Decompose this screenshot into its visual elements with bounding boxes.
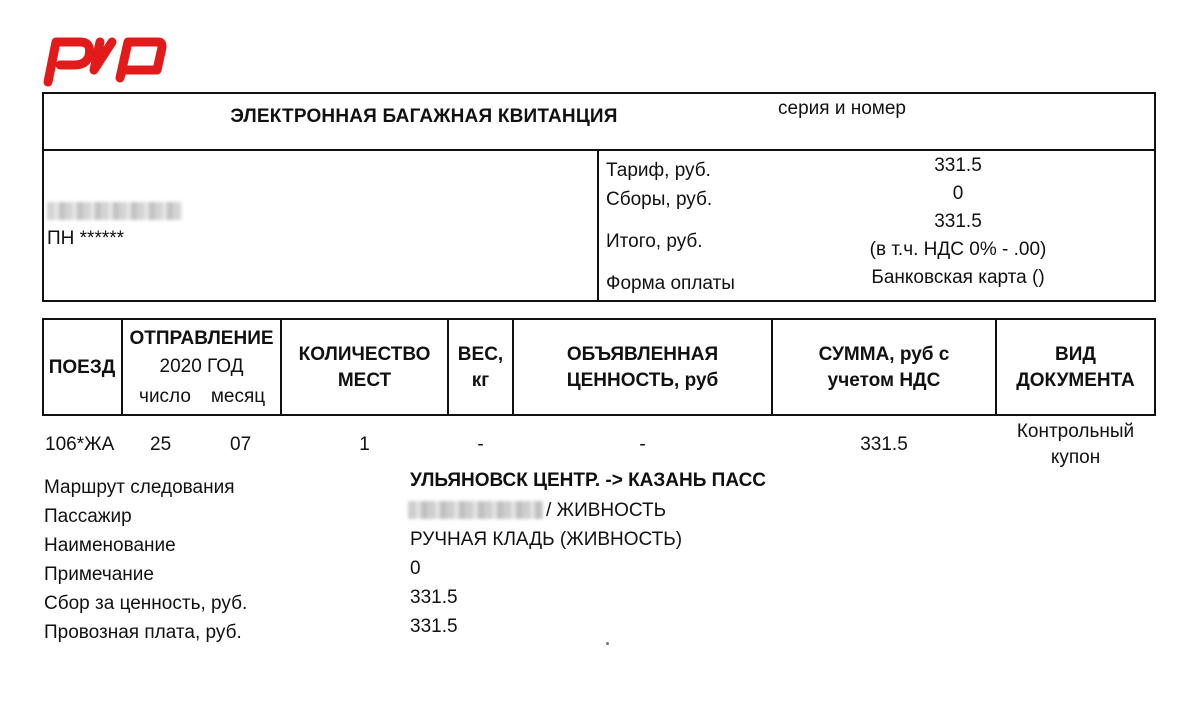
serial-number-label: серия и номер — [778, 98, 906, 119]
cell-declared: - — [639, 434, 646, 455]
total-value: 331.5 — [934, 211, 982, 232]
divider — [597, 149, 599, 302]
passenger-suffix: / ЖИВНОСТЬ — [546, 500, 667, 521]
passenger-label: Пассажир — [44, 506, 132, 527]
header-sum-1: СУММА, руб с — [818, 344, 950, 365]
cell-day: 25 — [150, 434, 172, 455]
charges-label: Сборы, руб. — [606, 189, 713, 210]
freight-label: Провозная плата, руб. — [44, 622, 242, 643]
header-quantity-2: МЕСТ — [337, 370, 392, 391]
name-value: РУЧНАЯ КЛАДЬ (ЖИВНОСТЬ) — [410, 529, 683, 550]
header-departure-year: 2020 ГОД — [159, 356, 244, 377]
cell-doctype-2: купон — [1050, 447, 1101, 468]
freight-value: 331.5 — [410, 616, 458, 637]
note-value: 0 — [410, 558, 421, 579]
divider — [42, 149, 1156, 151]
name-label: Наименование — [44, 535, 176, 556]
cell-sum: 331.5 — [860, 434, 908, 455]
header-day: число — [139, 386, 191, 407]
header-departure: ОТПРАВЛЕНИЕ — [129, 328, 274, 349]
cell-train: 106*ЖА — [45, 434, 115, 455]
payment-label: Форма оплаты — [606, 273, 735, 294]
note-label: Примечание — [44, 564, 154, 585]
header-declared-1: ОБЪЯВЛЕННАЯ — [566, 344, 719, 365]
header-train: ПОЕЗД — [48, 357, 116, 378]
header-month: месяц — [210, 386, 266, 407]
redacted-passenger — [408, 501, 543, 519]
header-doctype-2: ДОКУМЕНТА — [1016, 370, 1135, 391]
receipt-title: ЭЛЕКТРОННАЯ БАГАЖНАЯ КВИТАНЦИЯ — [230, 106, 618, 127]
passenger-id: ПН ****** — [47, 228, 125, 249]
route-label: Маршрут следования — [44, 477, 235, 498]
dot-mark — [606, 642, 609, 645]
cell-month: 07 — [230, 434, 252, 455]
header-doctype-1: ВИД — [1055, 344, 1096, 365]
vat-note: (в т.ч. НДС 0% - .00) — [869, 239, 1047, 260]
header-weight-1: ВЕС, — [457, 344, 504, 365]
value-fee-value: 331.5 — [410, 587, 458, 608]
value-fee-label: Сбор за ценность, руб. — [44, 593, 248, 614]
cell-quantity: 1 — [359, 434, 370, 455]
tariff-label: Тариф, руб. — [606, 160, 711, 181]
redacted-name — [47, 202, 182, 220]
rzd-logo — [40, 32, 168, 88]
tariff-value: 331.5 — [934, 155, 982, 176]
cell-weight: - — [477, 434, 484, 455]
total-label: Итого, руб. — [606, 231, 703, 252]
header-sum-2: учетом НДС — [827, 370, 941, 391]
charges-value: 0 — [952, 183, 964, 204]
header-weight-2: кг — [471, 370, 490, 391]
cell-doctype-1: Контрольный — [1016, 421, 1135, 442]
header-declared-2: ЦЕННОСТЬ, руб — [566, 370, 719, 391]
header-quantity-1: КОЛИЧЕСТВО — [298, 344, 431, 365]
route-value: УЛЬЯНОВСК ЦЕНТР. -> КАЗАНЬ ПАСС — [410, 470, 767, 491]
payment-value: Банковская карта () — [871, 267, 1045, 288]
